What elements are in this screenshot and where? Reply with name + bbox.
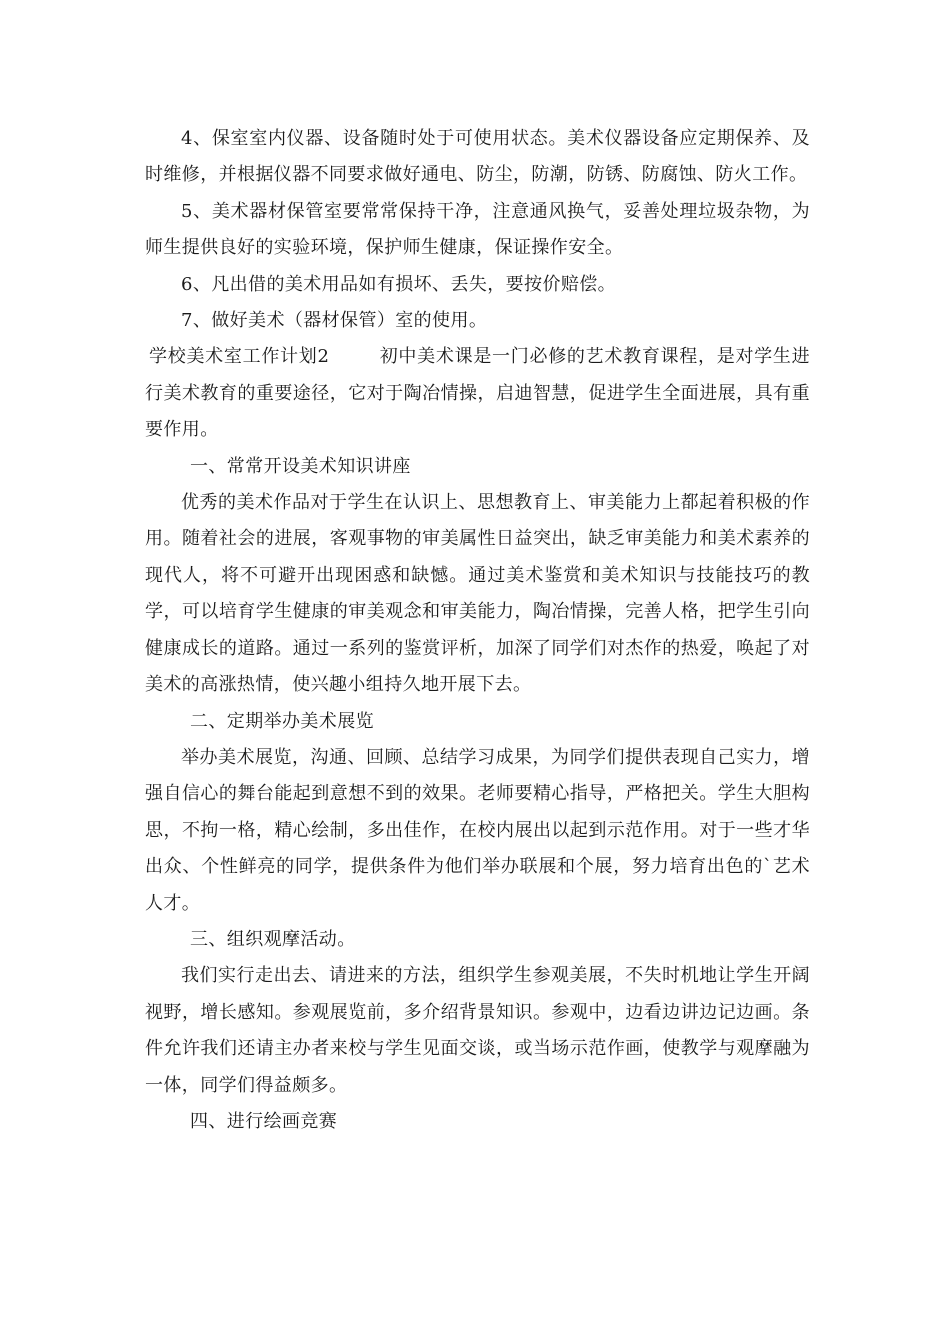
section-body-1: 优秀的美术作品对于学生在认识上、思想教育上、审美能力上都起着积极的作用。随着社会的进展，客观事物的审美属性日益突出，缺乏审美能力和美术素养的现代人，将不可避开出现困惑和缺憾。通过美术鉴赏和美术知识与技能技巧的教学，可以培育学生健康的审美观念和审美能力，陶冶情操，完善人格，把学生引向健康成长的道路。通过一系列的鉴赏评析，加深了同学们对杰作的热爱，唤起了对美术的高涨热情，使兴趣小组持久地开展下去。 — [145, 492, 810, 696]
section-body-3: 我们实行走出去、请进来的方法，组织学生参观美展，不失时机地让学生开阔视野，增长感知。参观展览前，多介绍背景知识。参观中，边看边讲边记边画。条件允许我们还请主办者来校与学生见面交谈，或当场示范作画，使教学与观摩融为一体，同学们得益颇多。 — [145, 965, 810, 1096]
section-heading-1: 一、常常开设美术知识讲座 — [190, 455, 411, 477]
section-heading-3: 三、组织观摩活动。 — [190, 928, 356, 950]
section-heading-2: 二、定期举办美术展览 — [190, 710, 374, 732]
paragraph-item-5: 5、美术器材保管室要常常保持干净，注意通风换气，妥善处理垃圾杂物，为师生提供良好的实验环境，保护师生健康，保证操作安全。 — [145, 200, 810, 259]
paragraph-item-4: 4、保室室内仪器、设备随时处于可使用状态。美术仪器设备应定期保养、及时维修，并根据仪器不同要求做好通电、防尘，防潮，防锈、防腐蚀、防火工作。 — [145, 128, 810, 186]
section-body-2: 举办美术展览，沟通、回顾、总结学习成果，为同学们提供表现自己实力，增强自信心的舞台能起到意想不到的效果。老师要精心指导，严格把关。学生大胆构思，不拘一格，精心绘制，多出佳作，在校内展出以起到示范作用。对于一些才华出众、个性鲜亮的同学，提供条件为他们举办联展和个展，努力培育出色的`艺术人才。 — [145, 746, 810, 914]
document-page — [145, 121, 810, 1140]
paragraph-item-7: 7、做好美术（器材保管）室的使用。 — [181, 310, 488, 332]
plan-title: 学校美术室工作计划2 — [149, 346, 330, 368]
plan-intro-text: 初中美术课是一门必修的艺术教育课程，是对学生进行美术教育的重要途径，它对于陶冶情操，启迪智慧，促进学生全面进展，具有重要作用。 — [145, 346, 811, 441]
plan-intro-paragraph — [145, 339, 810, 448]
paragraph-item-6: 6、凡出借的美术用品如有损坏、丢失，要按价赔偿。 — [181, 273, 617, 295]
section-heading-4: 四、进行绘画竞赛 — [190, 1110, 338, 1132]
